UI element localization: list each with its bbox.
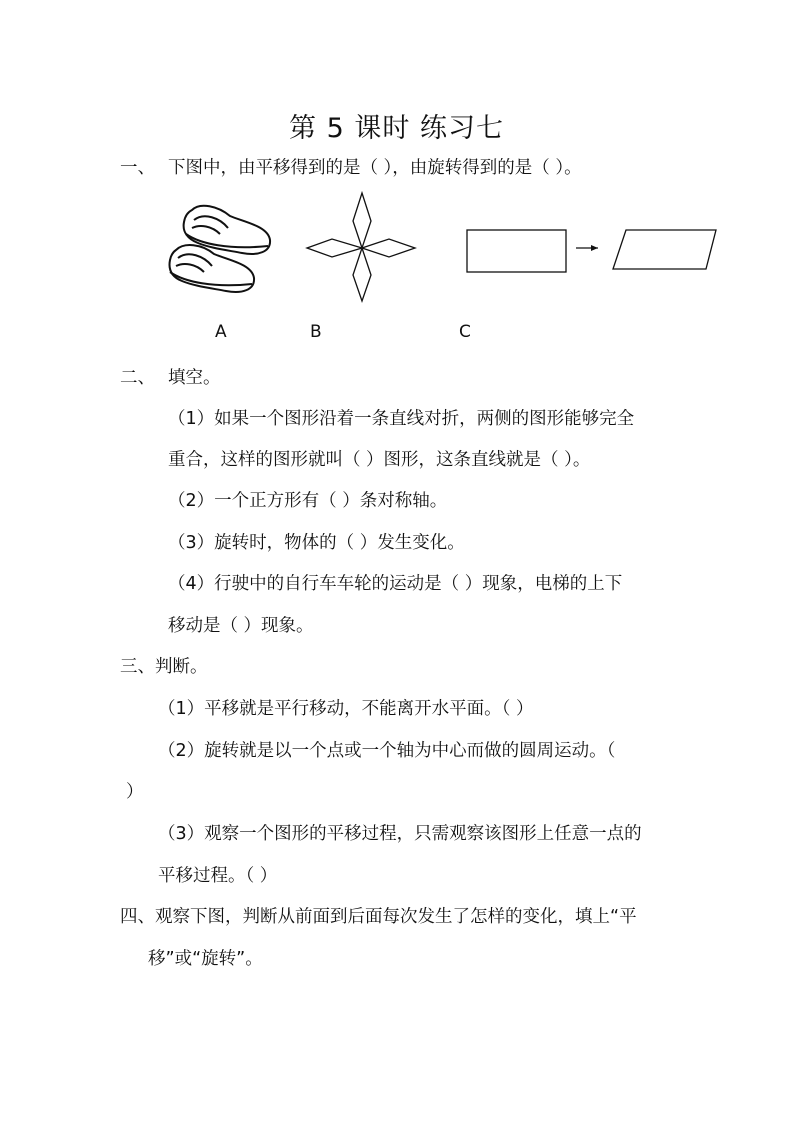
fill-item-2: （2）一个正方形有（ ）条对称轴。 bbox=[168, 491, 448, 511]
fill-item-4-line-1: （4）行驶中的自行车车轮的运动是（ ）现象，电梯的上下 bbox=[168, 574, 623, 594]
fill-item-1-line-2: 重合，这样的图形就叫（ ）图形，这条直线就是（ ）。 bbox=[168, 450, 591, 470]
page-title: 第 5 课时 练习七 bbox=[289, 113, 504, 144]
figure-label-b: B bbox=[310, 322, 322, 342]
fill-item-1-line-1: （1）如果一个图形沿着一条直线对折，两侧的图形能够完全 bbox=[168, 409, 635, 429]
judge-item-2-line-2: ） bbox=[126, 782, 144, 802]
section4-line-2: 移”或“旋转”。 bbox=[148, 949, 263, 969]
fill-item-3: （3）旋转时，物体的（ ）发生变化。 bbox=[168, 533, 465, 553]
section1-number: 一、 bbox=[120, 158, 155, 178]
fill-item-4-line-2: 移动是（ ）现象。 bbox=[168, 616, 314, 636]
figure-label-a: A bbox=[215, 322, 227, 342]
section3-heading: 三、判断。 bbox=[120, 657, 208, 677]
judge-item-3-line-1: （3）观察一个图形的平移过程，只需观察该图形上任意一点的 bbox=[158, 824, 642, 844]
rotated-diamonds-figure-b bbox=[307, 193, 417, 303]
judge-item-3-line-2: 平移过程。（ ） bbox=[158, 866, 278, 886]
shoes-figure-a bbox=[170, 198, 275, 298]
figure-label-c: C bbox=[459, 322, 471, 342]
section4-line-1: 四、观察下图，判断从前面到后面每次发生了怎样的变化，填上“平 bbox=[120, 907, 637, 927]
section2-number: 二、 bbox=[120, 368, 155, 388]
section1-question: 下图中，由平移得到的是（ ），由旋转得到的是（ ）。 bbox=[168, 158, 582, 178]
judge-item-2-line-1: （2）旋转就是以一个点或一个轴为中心而做的圆周运动。（ bbox=[158, 741, 616, 761]
rectangle-to-parallelogram-figure-c bbox=[466, 228, 718, 274]
section2-heading: 填空。 bbox=[168, 368, 221, 388]
judge-item-1: （1）平移就是平行移动，不能离开水平面。（ ） bbox=[158, 699, 534, 719]
